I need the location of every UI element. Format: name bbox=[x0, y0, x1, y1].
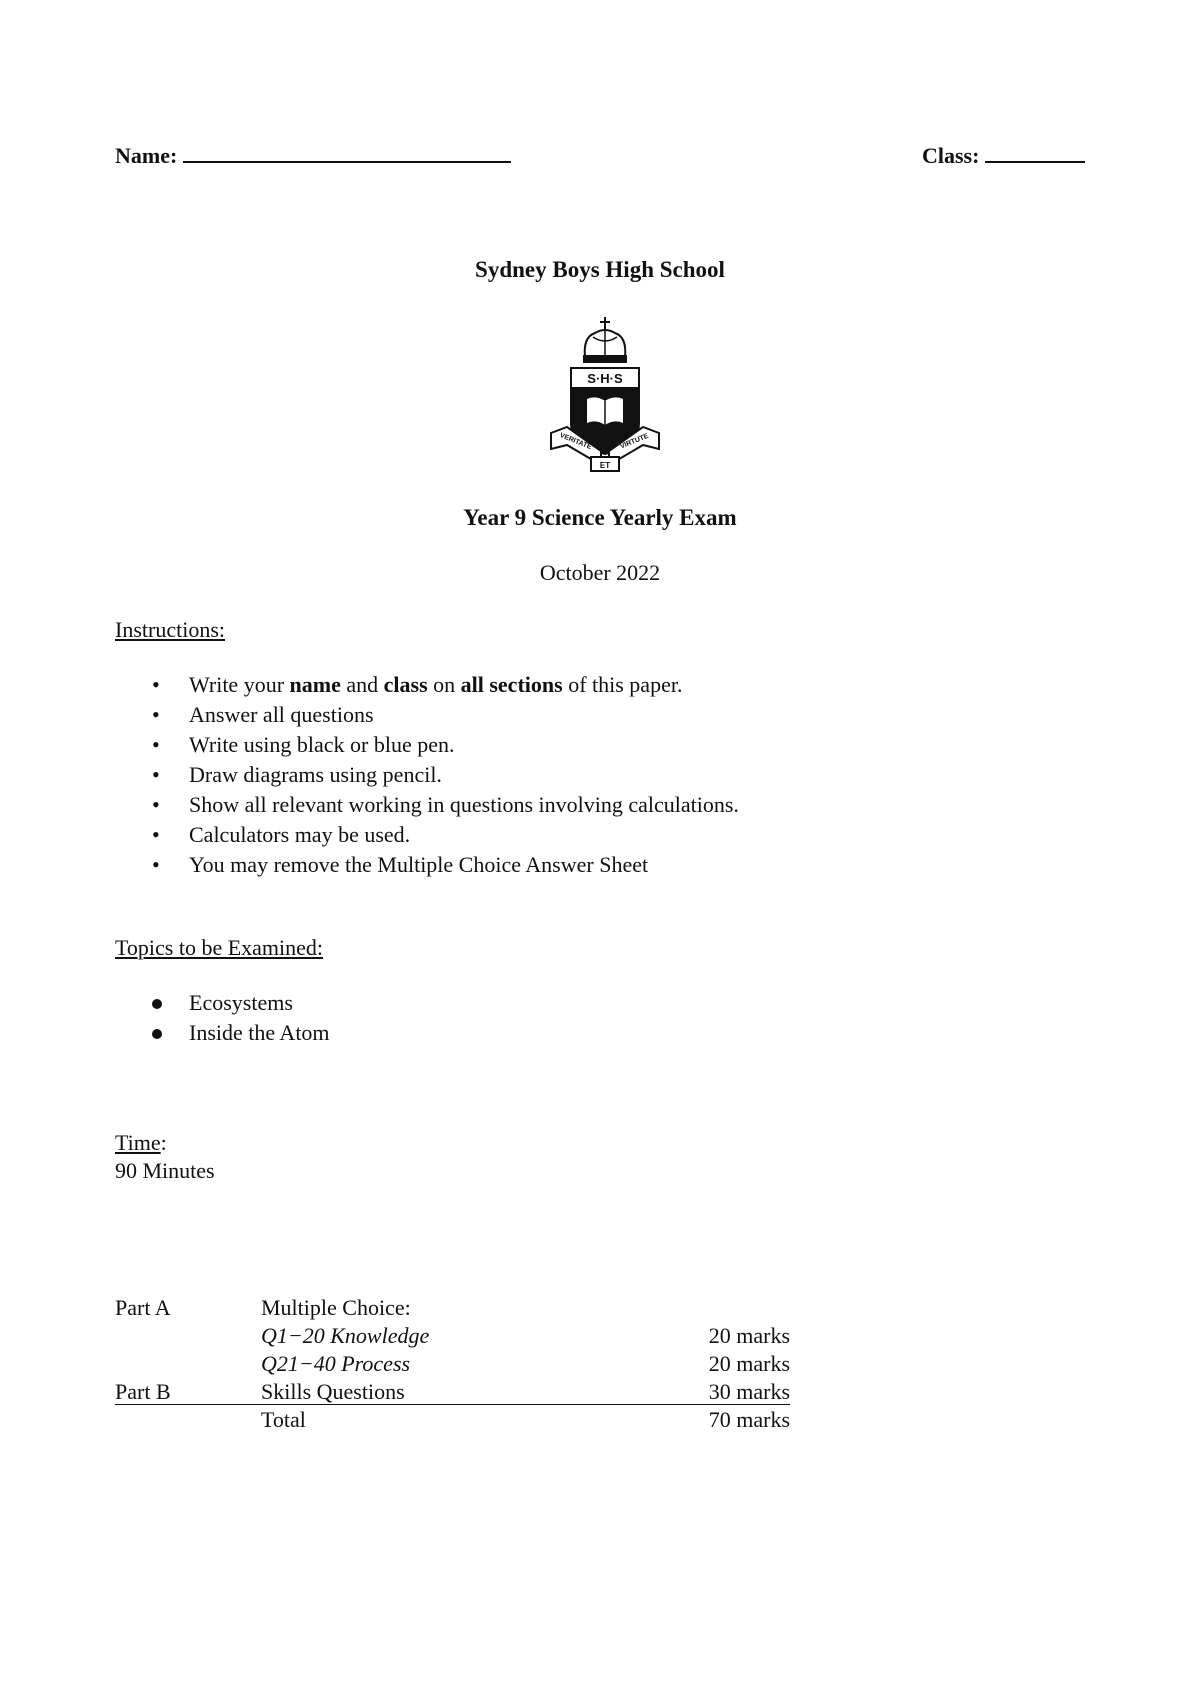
section-marks: 20 marks bbox=[708, 1351, 790, 1376]
table-row bbox=[115, 1378, 790, 1406]
section-description: Q21−40 Process bbox=[261, 1351, 411, 1376]
instruction-text: Write using black or blue pen. bbox=[189, 732, 455, 757]
exam-date: October 2022 bbox=[539, 560, 661, 585]
instruction-item bbox=[115, 850, 1015, 880]
section-description: Total bbox=[261, 1407, 306, 1432]
bullet: • bbox=[152, 822, 160, 847]
instructions-heading: Instructions: bbox=[115, 617, 225, 642]
crest-motto-mid: ET bbox=[599, 461, 611, 470]
table-row bbox=[115, 1322, 790, 1350]
topics-heading: Topics to be Examined: bbox=[115, 935, 324, 960]
section-marks: 30 marks bbox=[708, 1379, 790, 1404]
section-description: Skills Questions bbox=[261, 1379, 405, 1404]
table-row bbox=[115, 1406, 790, 1434]
bullet-dot-icon bbox=[152, 999, 162, 1009]
part-label: Part A bbox=[115, 1295, 171, 1320]
school-name: Sydney Boys High School bbox=[475, 257, 725, 282]
time-heading-colon: : bbox=[160, 1130, 167, 1155]
name-label: Name: bbox=[115, 143, 178, 168]
section-marks: 70 marks bbox=[708, 1407, 790, 1432]
name-field[interactable] bbox=[115, 143, 511, 169]
instructions-list bbox=[115, 670, 1015, 880]
class-label: Class: bbox=[922, 143, 980, 168]
class-field[interactable] bbox=[922, 143, 1085, 169]
bullet-dot-icon bbox=[152, 1029, 162, 1039]
topic-item bbox=[115, 1018, 715, 1048]
crest-motto-right: VIRTUTE bbox=[619, 432, 650, 451]
instruction-item bbox=[115, 700, 1015, 730]
time-value: 90 Minutes bbox=[115, 1158, 215, 1183]
bullet: • bbox=[152, 732, 160, 757]
crest-motto-left: VERITATE bbox=[558, 432, 593, 452]
crest-icon bbox=[545, 315, 665, 475]
school-crest-logo bbox=[545, 315, 665, 475]
instruction-item bbox=[115, 790, 1015, 820]
bullet: • bbox=[152, 762, 160, 787]
bullet: • bbox=[152, 672, 160, 697]
instruction-bold-name: name bbox=[289, 672, 341, 697]
table-row bbox=[115, 1350, 790, 1378]
topics-list bbox=[115, 988, 715, 1048]
topic-text: Ecosystems bbox=[189, 990, 293, 1015]
instruction-text: Draw diagrams using pencil. bbox=[189, 762, 442, 787]
instruction-bold-class: class bbox=[383, 672, 428, 697]
instruction-text: of this paper. bbox=[562, 672, 683, 697]
instruction-text: You may remove the Multiple Choice Answer Sheet bbox=[189, 852, 649, 877]
instruction-item bbox=[115, 730, 1015, 760]
instruction-text: Answer all questions bbox=[189, 702, 374, 727]
section-description: Q1−20 Knowledge bbox=[261, 1323, 430, 1348]
bullet: • bbox=[152, 702, 160, 727]
section-description: Multiple Choice: bbox=[261, 1295, 411, 1320]
instruction-text: on bbox=[427, 672, 461, 697]
topic-item bbox=[115, 988, 715, 1018]
exam-title: Year 9 Science Yearly Exam bbox=[463, 505, 737, 530]
instruction-text: Show all relevant working in questions involving calculations. bbox=[189, 792, 739, 817]
instruction-bold-all-sections: all sections bbox=[460, 672, 563, 697]
table-divider bbox=[115, 1404, 790, 1405]
time-heading bbox=[115, 1130, 167, 1156]
table-row bbox=[115, 1294, 790, 1322]
class-blank-line[interactable] bbox=[985, 143, 1085, 163]
bullet: • bbox=[152, 792, 160, 817]
time-heading-label: Time bbox=[115, 1130, 161, 1155]
section-marks: 20 marks bbox=[708, 1323, 790, 1348]
part-label: Part B bbox=[115, 1379, 171, 1404]
name-blank-line[interactable] bbox=[183, 143, 511, 163]
crest-initials: S·H·S bbox=[587, 371, 623, 386]
instruction-item bbox=[115, 670, 1015, 700]
instruction-text: and bbox=[340, 672, 384, 697]
instruction-text: Write your bbox=[189, 672, 290, 697]
bullet: • bbox=[152, 852, 160, 877]
instruction-item bbox=[115, 820, 1015, 850]
instruction-item bbox=[115, 760, 1015, 790]
topic-text: Inside the Atom bbox=[189, 1020, 330, 1045]
instruction-text: Calculators may be used. bbox=[189, 822, 411, 847]
